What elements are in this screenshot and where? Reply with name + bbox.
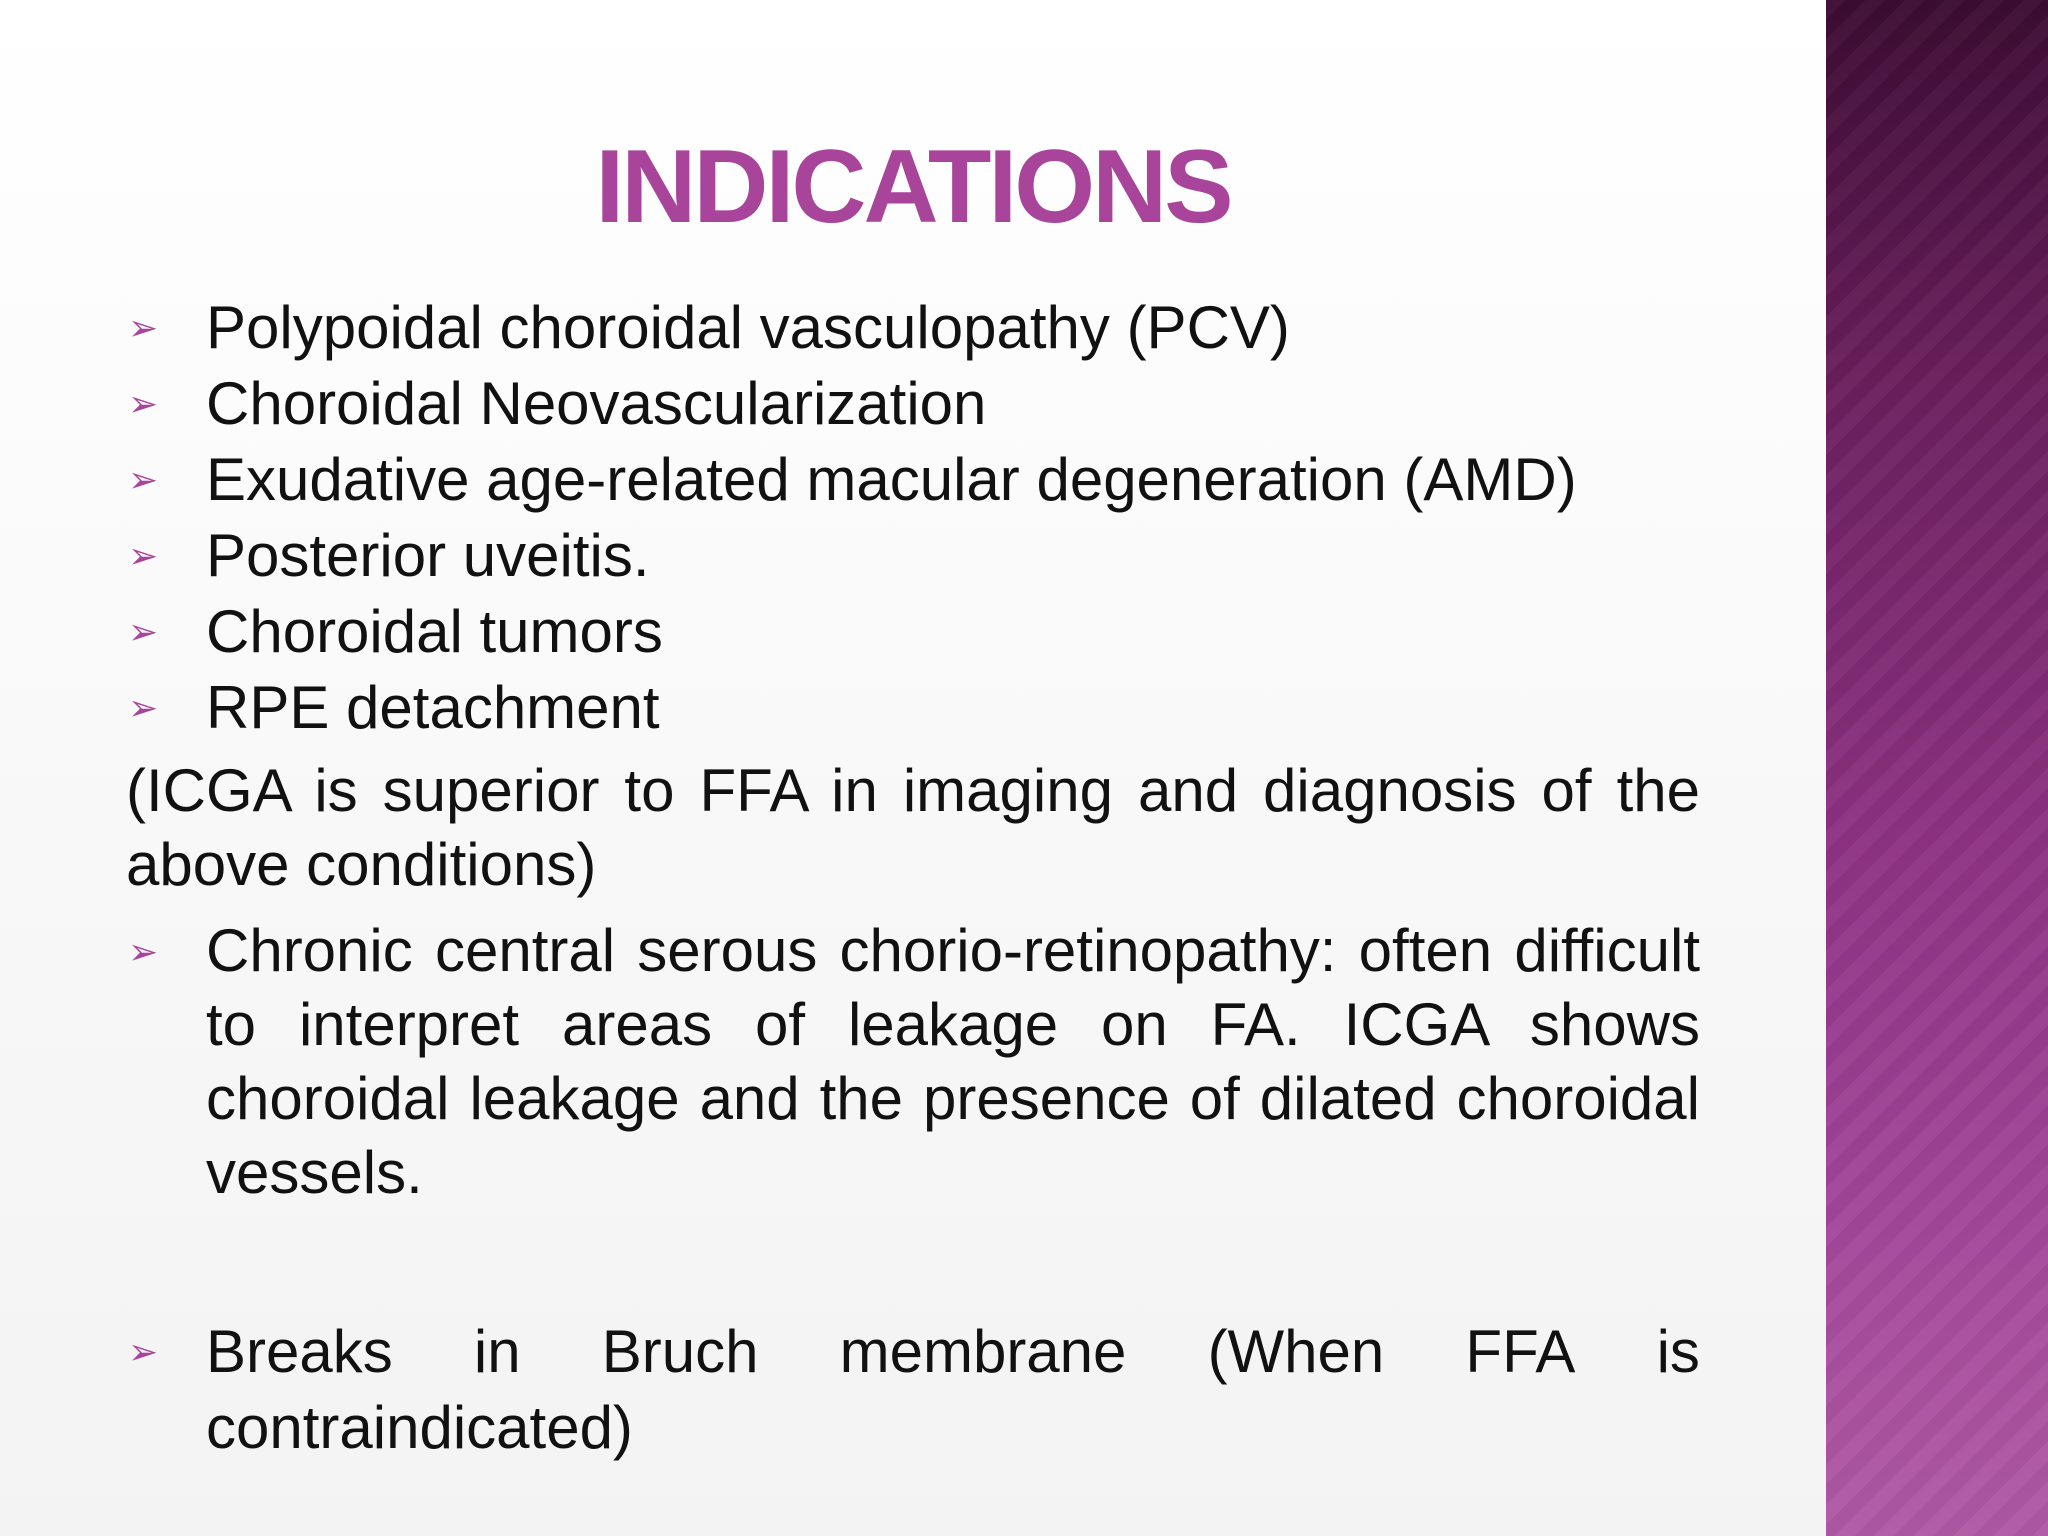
word: membrane [839, 1318, 1127, 1385]
list-item-text: Choroidal Neovascularization [206, 370, 987, 437]
spacer [126, 1210, 1700, 1314]
arrow-bullet-icon: ➢ [128, 535, 159, 576]
list-item [126, 442, 1700, 518]
list-item-text [206, 1314, 1700, 1466]
list-item-text: RPE detachment [206, 674, 660, 741]
word: Bruch [601, 1318, 759, 1385]
list-item [126, 1314, 1700, 1466]
arrow-bullet-icon: ➢ [128, 383, 159, 424]
list-item [126, 290, 1700, 366]
list-item-text: Posterior uveitis. [206, 522, 650, 589]
arrow-bullet-icon: ➢ [128, 611, 159, 652]
list-item-text: Choroidal tumors [206, 598, 663, 665]
word: is [1656, 1318, 1700, 1385]
slide-title: INDICATIONS [595, 129, 1231, 245]
list-item [126, 914, 1700, 1210]
word: FFA [1465, 1318, 1576, 1385]
note-paragraph: (ICGA is superior to FFA in imaging and diagnosis of the above conditions) [126, 757, 1700, 898]
list-item [126, 518, 1700, 594]
word: (When [1207, 1318, 1385, 1385]
list-item [126, 594, 1700, 670]
arrow-bullet-icon: ➢ [128, 1331, 159, 1372]
slide-content [126, 290, 1700, 1466]
list-item-line: contraindicated) [206, 1394, 633, 1461]
decorative-side-band [1826, 0, 2048, 1536]
list-item-text: Polypoidal choroidal vasculopathy (PCV) [206, 294, 1290, 361]
word: Breaks [206, 1318, 393, 1385]
list-item [126, 670, 1700, 746]
word: in [473, 1318, 521, 1385]
arrow-bullet-icon: ➢ [128, 687, 159, 728]
list-item [126, 366, 1700, 442]
arrow-bullet-icon: ➢ [128, 931, 159, 972]
list-item-text: Chronic central serous chorio-retinopathy: often difficult to interpret areas of leakage on FA. ICGA shows choroidal leakage and the presence of dilated choroidal vessels. [206, 917, 1700, 1206]
arrow-bullet-icon: ➢ [128, 459, 159, 500]
list-item-text: Exudative age-related macular degeneration (AMD) [206, 446, 1577, 513]
arrow-bullet-icon: ➢ [128, 307, 159, 348]
list-item-line [206, 1314, 1700, 1390]
